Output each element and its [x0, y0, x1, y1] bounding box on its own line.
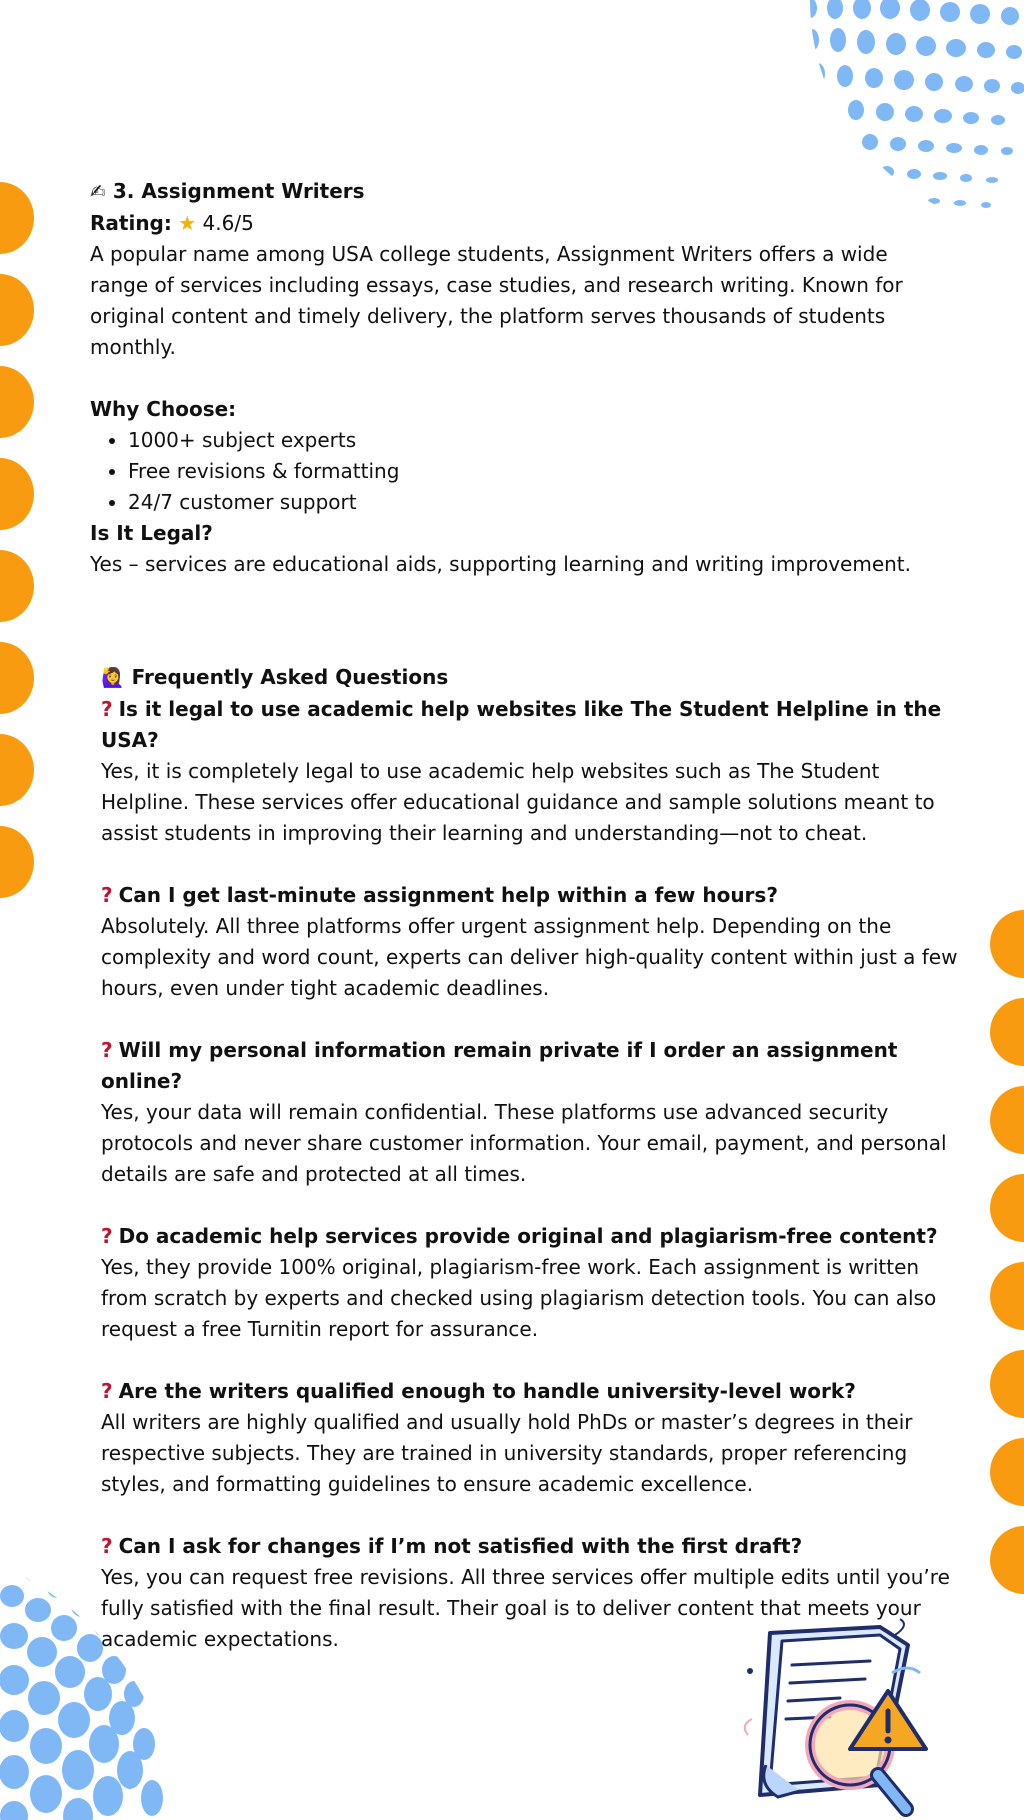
star-icon: ★ — [178, 211, 197, 235]
legal-text: Yes – services are educational aids, supporting learning and writing improvement. — [90, 552, 911, 576]
list-item: • 24/7 customer support — [128, 487, 940, 518]
question-mark-icon: ? — [101, 1534, 113, 1558]
faq-question-text: Is it legal to use academic help websites like The Student Helpline in the USA? — [101, 697, 942, 752]
faq-question-text: Can I get last-minute assignment help within a few hours? — [118, 883, 778, 907]
question-mark-icon: ? — [101, 1038, 113, 1062]
why-choose-list — [90, 425, 940, 518]
faq-answer: All writers are highly qualified and usually hold PhDs or master’s degrees in their respective subjects. They are trained in university standards, proper referencing styles, and formatting guidelines to ensure academic excellence. — [101, 1410, 913, 1496]
faq-title-text: Frequently Asked Questions — [131, 665, 449, 689]
faq-question — [101, 880, 961, 911]
legal-title: Is It Legal? — [90, 521, 213, 545]
question-mark-icon: ? — [101, 1224, 113, 1248]
faq-answer: Yes, it is completely legal to use academic help websites such as The Student Helpline. These services offer educational guidance and sample solutions meant to assist students in improving their learning and understanding—not to cheat. — [101, 759, 935, 845]
section-heading-text: 3. Assignment Writers — [112, 179, 365, 203]
question-mark-icon: ? — [101, 1379, 113, 1403]
rating-label: Rating: — [90, 211, 172, 235]
question-mark-icon: ? — [101, 697, 113, 721]
faq-question-text: Can I ask for changes if I’m not satisfied with the first draft? — [118, 1534, 803, 1558]
question-mark-icon: ? — [101, 883, 113, 907]
rating-value: 4.6/5 — [202, 211, 254, 235]
writing-hand-icon: ✍ — [90, 181, 106, 203]
why-choose-title: Why Choose: — [90, 397, 237, 421]
service-section — [90, 176, 940, 580]
faq-question-text: Are the writers qualified enough to handle university-level work? — [118, 1379, 856, 1403]
faq-answer: Yes, your data will remain confidential. These platforms use advanced security protocols and never share customer information. Your email, payment, and personal details are safe and protected at all times. — [101, 1100, 947, 1186]
document-magnifier-warning-illustration — [730, 1615, 940, 1820]
person-raising-hand-icon: 🙋‍♀️ — [101, 667, 125, 689]
section-heading — [90, 176, 940, 208]
faq-question-text: Will my personal information remain private if I order an assignment online? — [101, 1038, 898, 1093]
faq-answer: Absolutely. All three platforms offer urgent assignment help. Depending on the complexity and word count, experts can deliver high-quality content within just a few hours, even under tight academic deadlines. — [101, 914, 958, 1000]
faq-question — [101, 1531, 961, 1562]
list-item: • 1000+ subject experts — [128, 425, 940, 456]
faq-question — [101, 694, 961, 756]
faq-question — [101, 1035, 961, 1097]
faq-answer: Yes, they provide 100% original, plagiarism-free work. Each assignment is written from scratch by experts and checked using plagiarism detection tools. You can also request a free Turnitin report for assurance. — [101, 1255, 937, 1341]
semicircles-left — [0, 180, 40, 920]
faq-question-text: Do academic help services provide original and plagiarism-free content? — [118, 1224, 938, 1248]
faq-title — [101, 662, 961, 694]
faq-question — [101, 1376, 961, 1407]
rating-line — [90, 208, 940, 239]
faq-question — [101, 1221, 961, 1252]
section-description: A popular name among USA college students, Assignment Writers offers a wide range of services including essays, case studies, and research writing. Known for original content and timely delivery, the platform serves thousands of students monthly. — [90, 242, 903, 359]
list-item: • Free revisions & formatting — [128, 456, 940, 487]
faq-answer: Yes, you can request free revisions. All three services offer multiple edits until you’re fully satisfied with the final result. Their goal is to deliver content that meets your academic expectations. — [101, 1565, 950, 1651]
semicircles-right — [984, 908, 1024, 1608]
faq-section — [101, 662, 961, 1655]
